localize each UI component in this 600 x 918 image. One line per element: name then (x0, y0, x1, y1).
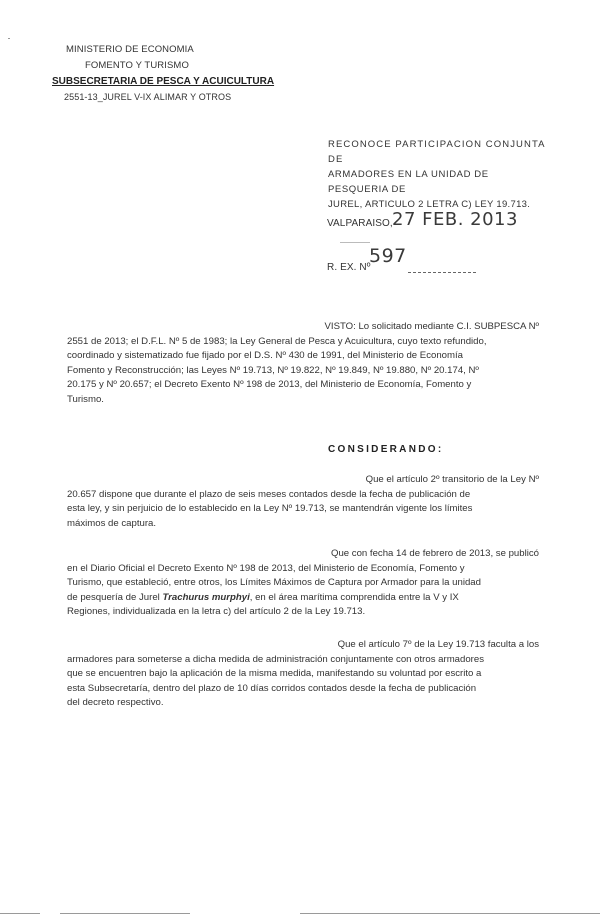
title-line-1: RECONOCE PARTICIPACION CONJUNTA DE (328, 139, 546, 165)
p3-line-5: del decreto respectivo. (67, 697, 164, 709)
scan-edge-mark (300, 913, 600, 914)
considerando-heading: CONSIDERANDO: (328, 444, 444, 455)
visto-line-4: Fomento y Reconstrucción; las Leyes Nº 19.713, Nº 19.822, Nº 19.849, Nº 19.880, Nº 20.174, Nº (67, 364, 479, 376)
subsecretaria-name: SUBSECRETARIA DE PESCA Y ACUICULTURA (52, 76, 275, 87)
date-stamp: 27 FEB. 2013 (392, 209, 518, 230)
p3-line-2: armadores para someterse a dicha medida de administración conjuntamente con otros armadores (67, 653, 485, 665)
p2-line-3: Turismo, que estableció, entre otros, los Límites Máximos de Captura por Armador para la unidad (67, 577, 481, 589)
scan-dot (8, 38, 10, 39)
p2-line-2: en el Diario Oficial el Decreto Exento Nº 198 de 2013, del Ministerio de Economía, Fomento y (67, 562, 465, 574)
rex-label: R. EX. Nº (327, 262, 371, 273)
p2-line-4-end: , en el área marítima comprendida entre la V y IX (249, 591, 459, 603)
p1-line-2: 20.657 dispone que durante el plazo de seis meses contados desde la fecha de publicación de (67, 488, 471, 500)
considerando-paragraph-3 (67, 638, 539, 711)
place-city: VALPARAISO, (327, 218, 393, 229)
ministry-name: MINISTERIO DE ECONOMIA (66, 44, 194, 55)
p1-line-4: máximos de captura. (67, 517, 157, 529)
stamp-mark (340, 242, 370, 243)
p3-line-3: que se encuentren bajo la aplicación de la misma medida, manifestando su voluntad por escrito a (67, 668, 482, 680)
visto-line-5: 20.175 y Nº 20.657; el Decreto Exento Nº 198 de 2013, del Ministerio de Economía, Fomento y (67, 379, 472, 391)
p1-line-1: Que el artículo 2º transitorio de la Ley Nº (365, 474, 539, 485)
visto-line-6: Turismo. (67, 393, 104, 405)
p2-line-4 (67, 591, 539, 606)
visto-line-1: VISTO: Lo solicitado mediante C.I. SUBPESCA Nº (324, 321, 539, 332)
ministry-subtitle: FOMENTO Y TURISMO (85, 60, 189, 71)
scan-edge-mark (0, 913, 40, 914)
reference-code: 2551-13_JUREL V-IX ALIMAR Y OTROS (64, 92, 232, 102)
considerando-paragraph-2 (67, 547, 539, 620)
visto-paragraph (67, 320, 539, 408)
visto-line-2: 2551 de 2013; el D.F.L. Nº 5 de 1983; la Ley General de Pesca y Acuicultura, cuyo texto refundido, (67, 335, 487, 347)
p2-line-4-start: de pesquería de Jurel (67, 591, 160, 603)
rex-underline (408, 272, 476, 273)
considerando-paragraph-1 (67, 473, 539, 531)
rex-number: 597 (369, 245, 407, 267)
title-line-3: JUREL, ARTICULO 2 LETRA C) LEY 19.713. (328, 199, 531, 210)
p3-line-1: Que el artículo 7º de la Ley 19.713 faculta a los (337, 639, 539, 650)
title-line-2: ARMADORES EN LA UNIDAD DE PESQUERIA DE (328, 169, 489, 195)
p2-line-5: Regiones, individualizada en la letra c) del artículo 2 de la Ley 19.713. (67, 606, 366, 618)
scan-edge-mark (60, 913, 190, 914)
resolution-title (328, 137, 548, 212)
p2-line-1: Que con fecha 14 de febrero de 2013, se publicó (330, 548, 539, 559)
species-name: Trachurus murphyi (162, 591, 250, 603)
p3-line-4: esta Subsecretaría, dentro del plazo de 10 días corridos contados desde la fecha de publicación (67, 682, 477, 694)
visto-line-3: coordinado y sistematizado fue fijado por el D.S. Nº 430 de 1991, del Ministerio de Economía (67, 350, 464, 362)
p1-line-3: esta ley, y sin perjuicio de lo establecido en la Ley Nº 19.713, se mantendrán vigente los límites (67, 503, 473, 515)
